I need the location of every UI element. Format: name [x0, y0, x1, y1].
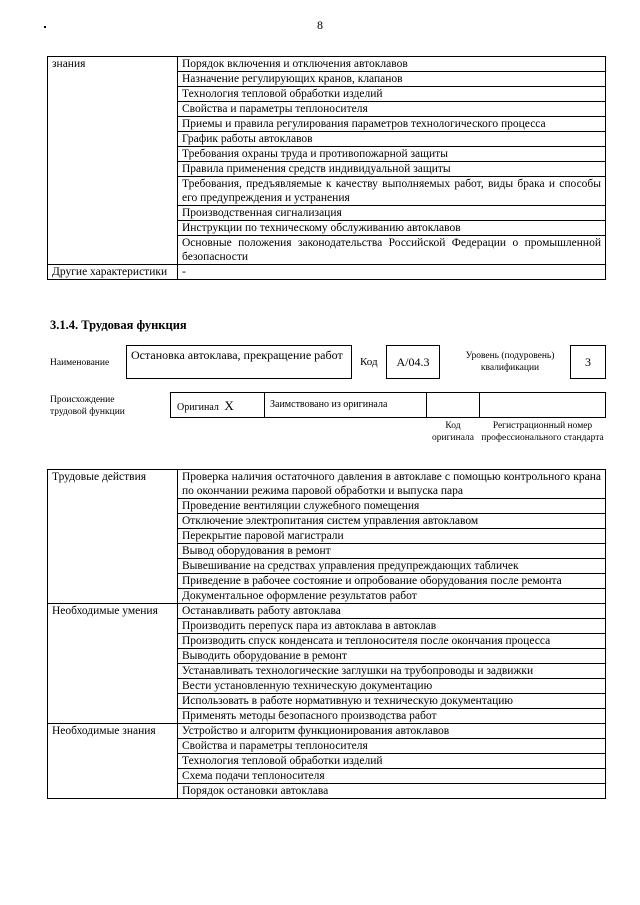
row-item-text: Приведение в рабочее состояние и опробование оборудования после ремонта [178, 574, 606, 589]
origin-code-box [426, 392, 480, 418]
row-item-text: Проведение вентиляции служебного помещения [178, 499, 606, 514]
row-group-label: знания [48, 57, 178, 265]
row-item-text: Отключение электропитания систем управления автоклавом [178, 514, 606, 529]
row-item-text: Вывешивание на средствах управления предупреждающих табличек [178, 559, 606, 574]
level-label: Уровень (подуровень) квалификации [465, 351, 555, 373]
row-group-label: Необходимые знания [48, 724, 178, 799]
row-item-text: Порядок включения и отключения автоклавов [178, 57, 606, 72]
name-label: Наименование [50, 358, 110, 368]
name-value-box [126, 345, 352, 379]
row-item-text: Применять методы безопасного производства работ [178, 709, 606, 724]
original-mark: Х [224, 398, 234, 413]
row-item-text: Устанавливать технологические заглушки на трубопроводы и задвижки [178, 664, 606, 679]
row-item-text: Схема подачи теплоносителя [178, 769, 606, 784]
code-label: Код [360, 356, 378, 368]
row-group-label: Необходимые умения [48, 604, 178, 724]
row-item-text: Технология тепловой обработки изделий [178, 87, 606, 102]
other-characteristics-row [48, 265, 606, 280]
labor-function-table [47, 469, 606, 799]
row-item-text: Порядок остановки автоклава [178, 784, 606, 799]
level-value-box [570, 345, 606, 379]
row-item-text: Устройство и алгоритм функционирования автоклавов [178, 724, 606, 739]
row-item-text: Вести установленную техническую документацию [178, 679, 606, 694]
table-row [48, 470, 606, 499]
row-item-text: Технология тепловой обработки изделий [178, 754, 606, 769]
qualification-level: 3 [585, 355, 591, 369]
section-title: 3.1.4. Трудовая функция [50, 318, 187, 332]
page-number: 8 [317, 18, 323, 32]
original-label: Оригинал [177, 402, 219, 413]
row-item-text: Требования, предъявляемые к качеству выполняемых работ, виды брака и способы его предупреждения и устранения [178, 177, 606, 206]
function-name: Остановка автоклава, прекращение работ [131, 348, 343, 362]
table-row [48, 604, 606, 619]
other-characteristics-value: - [178, 265, 606, 280]
row-item-text: Правила применения средств индивидуальной защиты [178, 162, 606, 177]
origin-code-label: Код оригинала [432, 421, 474, 443]
row-item-text: Требования охраны труда и противопожарной защиты [178, 147, 606, 162]
row-item-text: Свойства и параметры теплоносителя [178, 102, 606, 117]
row-item-text: Основные положения законодательства Российской Федерации о промышленной безопасности [178, 236, 606, 265]
borrowed-label: Заимствовано из оригинала [270, 399, 388, 410]
row-item-text: Приемы и правила регулирования параметров технологического процесса [178, 117, 606, 132]
row-item-text: Выводить оборудование в ремонт [178, 649, 606, 664]
row-item-text: График работы автоклавов [178, 132, 606, 147]
row-item-text: Производить спуск конденсата и теплоносителя после окончания процесса [178, 634, 606, 649]
table-row [48, 724, 606, 739]
original-box [170, 392, 265, 418]
row-item-text: Свойства и параметры теплоносителя [178, 739, 606, 754]
reg-number-box [479, 392, 606, 418]
row-item-text: Назначение регулирующих кранов, клапанов [178, 72, 606, 87]
row-group-label: Трудовые действия [48, 470, 178, 604]
borrowed-box [264, 392, 427, 418]
row-item-text: Инструкции по техническому обслуживанию автоклавов [178, 221, 606, 236]
function-code: А/04.3 [396, 355, 430, 369]
row-item-text: Производственная сигнализация [178, 206, 606, 221]
origin-label: Происхождение трудовой функции [50, 395, 125, 417]
knowledge-row [48, 57, 606, 72]
knowledge-table-continued [47, 56, 606, 280]
row-item-text: Производить перепуск пара из автоклава в автоклав [178, 619, 606, 634]
row-item-text: Проверка наличия остаточного давления в автоклаве с помощью контрольного крана по окончании режима паровой обработки и выпуска пара [178, 470, 606, 499]
reg-number-label: Регистрационный номер профессионального стандарта [481, 421, 604, 443]
code-value-box [386, 345, 440, 379]
scan-speck [44, 26, 46, 28]
row-item-text: Останавливать работу автоклава [178, 604, 606, 619]
row-item-text: Использовать в работе нормативную и техническую документацию [178, 694, 606, 709]
row-item-text: Вывод оборудования в ремонт [178, 544, 606, 559]
other-characteristics-label: Другие характеристики [48, 265, 178, 280]
row-item-text: Перекрытие паровой магистрали [178, 529, 606, 544]
row-item-text: Документальное оформление результатов работ [178, 589, 606, 604]
